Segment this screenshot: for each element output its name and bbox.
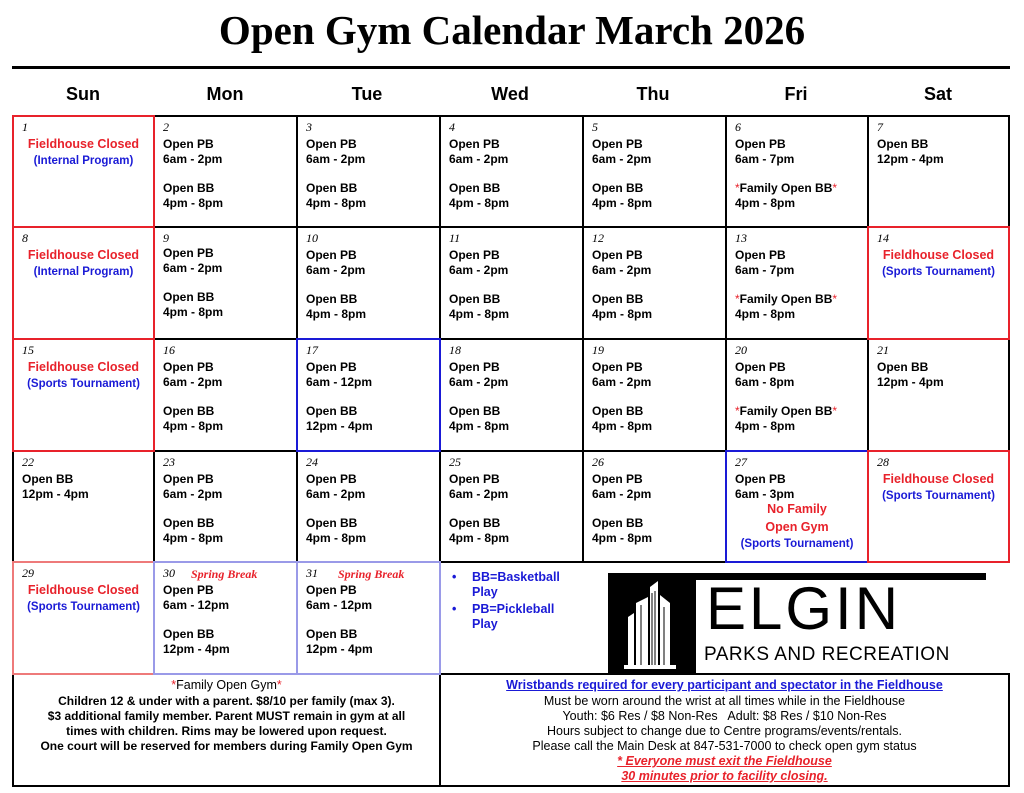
session-label: Open PB xyxy=(592,248,643,262)
session-label: Open PB xyxy=(735,472,786,486)
closed-label: Fieldhouse Closed xyxy=(27,583,140,597)
session-time: 6am - 7pm xyxy=(735,152,795,166)
session-label: Open BB xyxy=(877,137,929,151)
session-label: Open BB xyxy=(306,181,358,195)
closed-reason: (Sports Tournament) xyxy=(882,266,995,278)
session-time: 12pm - 4pm xyxy=(306,642,373,656)
building-icon xyxy=(608,573,696,674)
day-number: 13 xyxy=(735,231,747,245)
day-cell-7 xyxy=(867,115,1010,228)
schedule xyxy=(449,360,509,434)
closed-reason: (Internal Program) xyxy=(33,266,134,278)
session-time: 4pm - 8pm xyxy=(306,307,367,321)
day-number: 15 xyxy=(22,343,34,357)
session-label: Open PB xyxy=(306,583,357,597)
day-number: 17 xyxy=(306,343,318,357)
day-cell-1 xyxy=(12,115,155,228)
session-time: 4pm - 8pm xyxy=(449,531,510,545)
wristband-body: Must be worn around the wrist at all times while in the Fieldhouse Youth: $6 Res / $8 Non-Res Adult: $8 Res / $10 Non-Res Hours subject to change due to Centre programs/events/rentals. Please call the Main Desk at 847-531-7000 to check open gym status xyxy=(532,694,917,753)
day-number: 24 xyxy=(306,455,318,469)
session-time: 6am - 2pm xyxy=(449,263,509,277)
day-number: 7 xyxy=(877,120,883,134)
session-time: 4pm - 8pm xyxy=(449,196,510,210)
day-number: 1 xyxy=(22,120,28,134)
session-label: Open BB xyxy=(877,360,929,374)
session-label: Open BB xyxy=(592,404,644,418)
day-cell-24 xyxy=(296,450,441,563)
session-label: Open PB xyxy=(306,137,357,151)
day-cell-16 xyxy=(153,338,298,452)
closed-reason: (Sports Tournament) xyxy=(27,601,140,613)
family-session-label: *Family Open BB* xyxy=(735,292,838,306)
logo-word: ELGIN xyxy=(706,575,902,642)
day-cell-25 xyxy=(439,450,584,563)
session-label: Open PB xyxy=(306,472,357,486)
schedule xyxy=(592,472,652,546)
day-header-sat: Sat xyxy=(923,84,952,104)
day-cell-14 xyxy=(867,226,1010,340)
schedule xyxy=(306,583,373,657)
session-label: Open PB xyxy=(163,246,214,260)
session-time: 4pm - 8pm xyxy=(163,419,224,433)
day-header-fri: Fri xyxy=(784,84,808,104)
schedule xyxy=(306,472,366,546)
closed-label: Fieldhouse Closed xyxy=(27,248,140,262)
day-cell-17 xyxy=(296,338,441,452)
session-time: 12pm - 4pm xyxy=(163,642,230,656)
session-time: 6am - 12pm xyxy=(306,598,373,612)
day-cell-8 xyxy=(12,226,155,340)
day-number: 30 xyxy=(163,566,175,580)
schedule xyxy=(877,360,944,390)
session-time: 4pm - 8pm xyxy=(306,196,367,210)
session-time: 6am - 2pm xyxy=(449,487,509,501)
abbreviation-legend xyxy=(452,570,560,634)
day-number: 12 xyxy=(592,231,604,245)
schedule xyxy=(163,472,223,546)
elgin-logo xyxy=(608,573,986,674)
session-label: Open BB xyxy=(449,516,501,530)
session-label: Open PB xyxy=(163,472,214,486)
session-label: Open PB xyxy=(449,360,500,374)
session-label: Open BB xyxy=(592,516,644,530)
session-label: Open BB xyxy=(163,516,215,530)
session-time: 4pm - 8pm xyxy=(163,531,224,545)
session-time: 4pm - 8pm xyxy=(449,307,510,321)
logo-subtitle: PARKS AND RECREATION xyxy=(704,644,950,665)
session-time: 6am - 2pm xyxy=(449,152,509,166)
day-cell-6 xyxy=(725,115,869,228)
session-label: Open PB xyxy=(306,248,357,262)
session-label: Open BB xyxy=(306,516,358,530)
session-time: 6am - 12pm xyxy=(306,375,373,389)
day-cell-10 xyxy=(296,226,441,340)
session-label: Open PB xyxy=(163,360,214,374)
session-label: Open BB xyxy=(306,627,358,641)
day-number: 8 xyxy=(22,231,28,245)
schedule xyxy=(735,360,837,434)
day-number: 10 xyxy=(306,231,318,245)
session-time: 4pm - 8pm xyxy=(735,196,796,210)
session-time: 6am - 2pm xyxy=(592,263,652,277)
day-number: 6 xyxy=(735,120,741,134)
day-cell-15 xyxy=(12,338,155,452)
closed-reason: (Sports Tournament) xyxy=(882,490,995,502)
closed-label: Fieldhouse Closed xyxy=(27,137,140,151)
session-time: 6am - 2pm xyxy=(163,261,223,275)
session-label: Open PB xyxy=(449,248,500,262)
day-number: 16 xyxy=(163,343,175,357)
day-cell-19 xyxy=(582,338,727,452)
day-cell-29 xyxy=(12,561,155,675)
session-time: 4pm - 8pm xyxy=(735,419,796,433)
day-number: 20 xyxy=(735,343,747,357)
session-time: 4pm - 8pm xyxy=(592,307,653,321)
day-number: 28 xyxy=(877,455,889,469)
closed-reason: (Internal Program) xyxy=(33,155,134,167)
schedule xyxy=(449,137,509,211)
session-label: Open PB xyxy=(449,472,500,486)
session-time: 6am - 2pm xyxy=(592,152,652,166)
wristband-info xyxy=(439,673,1010,787)
session-time: 6am - 2pm xyxy=(163,487,223,501)
schedule xyxy=(449,472,509,546)
exit-notice-2: 30 minutes prior to facility closing. xyxy=(621,769,828,783)
session-time: 4pm - 8pm xyxy=(592,419,653,433)
session-label: Open BB xyxy=(592,181,644,195)
session-label: Open PB xyxy=(592,137,643,151)
session-label: Open PB xyxy=(306,360,357,374)
schedule xyxy=(306,360,373,434)
day-number: 4 xyxy=(449,120,455,134)
day-cell-31 xyxy=(296,561,441,675)
bullet-icon: • xyxy=(452,602,457,616)
session-time: 4pm - 8pm xyxy=(592,196,653,210)
session-label: Open PB xyxy=(592,472,643,486)
schedule xyxy=(877,137,944,167)
day-number: 21 xyxy=(877,343,889,357)
session-time: 6am - 2pm xyxy=(592,487,652,501)
session-label: Open PB xyxy=(449,137,500,151)
closed-label: Fieldhouse Closed xyxy=(27,360,140,374)
schedule xyxy=(735,248,837,322)
exit-notice: * Everyone must exit the Fieldhouse xyxy=(617,754,832,768)
session-label: Open PB xyxy=(163,583,214,597)
session-label: Open BB xyxy=(163,181,215,195)
no-family-label: No Family xyxy=(767,502,827,516)
session-label: Open BB xyxy=(22,472,74,486)
closed-reason: (Sports Tournament) xyxy=(740,538,854,550)
day-header-wed: Wed xyxy=(491,84,529,104)
day-number: 22 xyxy=(22,455,34,469)
day-number: 25 xyxy=(449,455,461,469)
title-divider xyxy=(12,66,1010,69)
spring-break-note: Spring Break xyxy=(191,567,258,581)
schedule xyxy=(735,137,837,211)
session-label: Open BB xyxy=(592,292,644,306)
day-number: 23 xyxy=(163,455,175,469)
day-header-mon: Mon xyxy=(206,84,244,104)
schedule xyxy=(163,360,223,434)
day-cell-20 xyxy=(725,338,869,452)
session-time: 12pm - 4pm xyxy=(877,152,944,166)
session-label: Open BB xyxy=(449,404,501,418)
bullet-icon: • xyxy=(452,570,457,584)
schedule xyxy=(163,137,223,211)
session-label: Open BB xyxy=(449,181,501,195)
day-cell-2 xyxy=(153,115,298,228)
family-info-title: *Family Open Gym* xyxy=(171,678,282,692)
day-number: 14 xyxy=(877,231,889,245)
day-cell-4 xyxy=(439,115,584,228)
closed-label: Fieldhouse Closed xyxy=(882,248,995,262)
schedule xyxy=(306,137,366,211)
day-number: 5 xyxy=(592,120,598,134)
session-label: Open PB xyxy=(163,137,214,151)
session-time: 6am - 7pm xyxy=(735,263,795,277)
day-number: 3 xyxy=(306,120,312,134)
day-cell-26 xyxy=(582,450,727,563)
schedule xyxy=(592,360,652,434)
day-number: 26 xyxy=(592,455,604,469)
day-number: 18 xyxy=(449,343,461,357)
session-label: Open BB xyxy=(449,292,501,306)
session-label: Open BB xyxy=(163,627,215,641)
session-label: Open BB xyxy=(306,404,358,418)
day-cell-13 xyxy=(725,226,869,340)
day-number: 31 xyxy=(306,566,318,580)
schedule xyxy=(592,248,652,322)
closed-label: Fieldhouse Closed xyxy=(882,472,995,486)
day-cell-30 xyxy=(153,561,298,675)
session-time: 12pm - 4pm xyxy=(22,487,89,501)
session-time: 6am - 12pm xyxy=(163,598,230,612)
legend-item-pb: • PB=Pickleball Play xyxy=(452,602,555,631)
no-family-label-2: Open Gym xyxy=(765,520,829,534)
spring-break-note: Spring Break xyxy=(338,567,405,581)
session-time: 6am - 2pm xyxy=(306,152,366,166)
session-time: 6am - 2pm xyxy=(449,375,509,389)
session-label: Open PB xyxy=(735,360,786,374)
schedule xyxy=(163,583,230,657)
day-cell-9 xyxy=(153,226,298,340)
closed-reason: (Sports Tournament) xyxy=(27,378,140,390)
session-time: 12pm - 4pm xyxy=(306,419,373,433)
day-cell-5 xyxy=(582,115,727,228)
day-cell-12 xyxy=(582,226,727,340)
day-cell-23 xyxy=(153,450,298,563)
session-time: 12pm - 4pm xyxy=(877,375,944,389)
day-cell-27 xyxy=(725,450,869,563)
day-number: 11 xyxy=(449,231,461,245)
legend-item-bb: • BB=Basketball Play xyxy=(452,570,560,599)
session-time: 4pm - 8pm xyxy=(592,531,653,545)
day-header-tue: Tue xyxy=(351,84,383,104)
schedule xyxy=(449,248,509,322)
day-number: 19 xyxy=(592,343,604,357)
schedule xyxy=(22,472,89,502)
session-time: 6am - 2pm xyxy=(163,375,223,389)
session-time: 4pm - 8pm xyxy=(735,307,796,321)
family-session-label: *Family Open BB* xyxy=(735,181,838,195)
session-label: Open PB xyxy=(735,137,786,151)
day-cell-22 xyxy=(12,450,155,563)
session-time: 4pm - 8pm xyxy=(163,305,224,319)
session-time: 6am - 2pm xyxy=(592,375,652,389)
day-number: 9 xyxy=(163,231,169,245)
session-time: 6am - 3pm xyxy=(735,487,795,501)
schedule xyxy=(306,248,366,322)
session-label: Open PB xyxy=(592,360,643,374)
logo-panel xyxy=(696,575,986,673)
day-cell-21 xyxy=(867,338,1010,452)
family-session-label: *Family Open BB* xyxy=(735,404,838,418)
day-header-sun: Sun xyxy=(66,84,100,104)
family-info-body: Children 12 & under with a parent. $8/10 per family (max 3). $3 additional family member. Parent MUST remain in gym at all times with children. Rims may be lowered upon request. One court will be reserved for members during Family Open Gym xyxy=(40,694,413,753)
day-header-thu: Thu xyxy=(636,84,670,104)
session-label: Open BB xyxy=(163,404,215,418)
session-time: 6am - 2pm xyxy=(306,487,366,501)
session-label: Open PB xyxy=(735,248,786,262)
session-time: 4pm - 8pm xyxy=(163,196,224,210)
session-time: 6am - 8pm xyxy=(735,375,795,389)
schedule xyxy=(735,472,794,502)
session-time: 6am - 2pm xyxy=(163,152,223,166)
day-cell-28 xyxy=(867,450,1010,563)
session-time: 4pm - 8pm xyxy=(306,531,367,545)
session-label: Open BB xyxy=(163,290,215,304)
day-cell-3 xyxy=(296,115,441,228)
session-time: 4pm - 8pm xyxy=(449,419,510,433)
day-number: 27 xyxy=(735,455,747,469)
day-cell-11 xyxy=(439,226,584,340)
schedule xyxy=(163,246,223,320)
page-title: Open Gym Calendar March 2026 xyxy=(218,7,806,53)
wristband-title: Wristbands required for every participant and spectator in the Fieldhouse xyxy=(506,678,943,692)
family-open-gym-info xyxy=(12,673,441,787)
day-number: 2 xyxy=(163,120,169,134)
day-number: 29 xyxy=(22,566,34,580)
session-label: Open BB xyxy=(306,292,358,306)
schedule xyxy=(592,137,652,211)
session-time: 6am - 2pm xyxy=(306,263,366,277)
day-cell-18 xyxy=(439,338,584,452)
